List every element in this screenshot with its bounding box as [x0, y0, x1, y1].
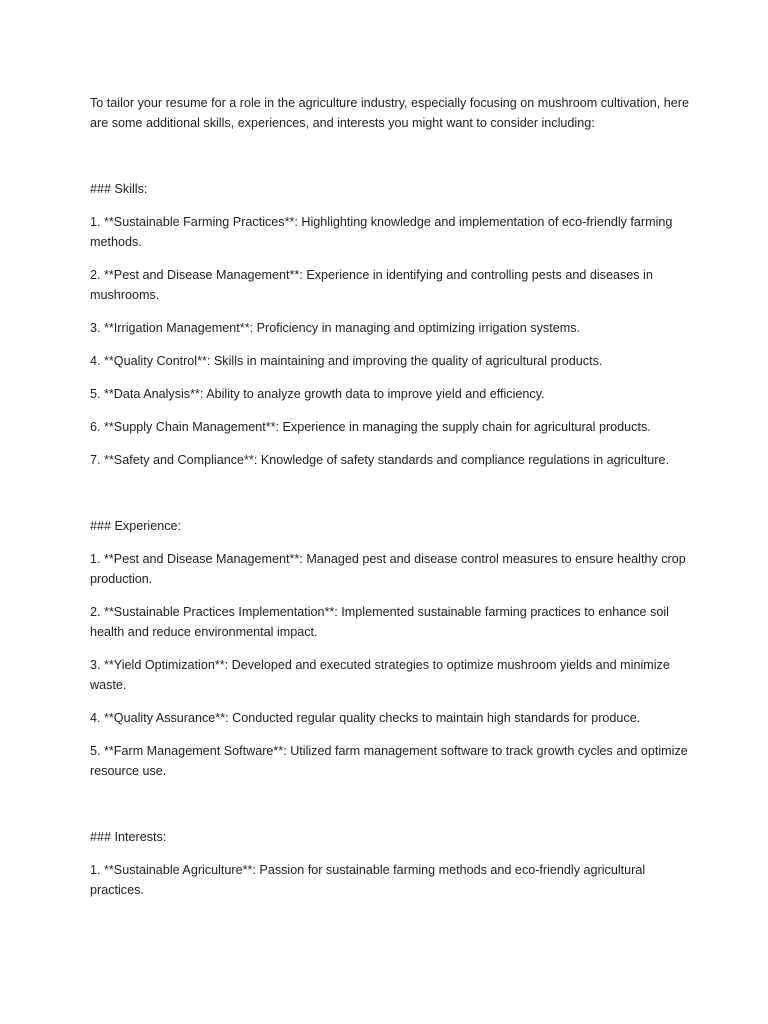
document-page [90, 93, 690, 946]
skills-item: 3. **Irrigation Management**: Proficiency in managing and optimizing irrigation systems. [90, 321, 580, 335]
skills-item: 7. **Safety and Compliance**: Knowledge of safety standards and compliance regulations in agriculture. [90, 453, 669, 467]
skills-item: 4. **Quality Control**: Skills in maintaining and improving the quality of agricultural products. [90, 354, 603, 368]
skills-item: 5. **Data Analysis**: Ability to analyze growth data to improve yield and efficiency. [90, 387, 545, 401]
experience-item: 5. **Farm Management Software**: Utilized farm management software to track growth cycles and optimize resource use. [90, 744, 688, 778]
skills-item: 2. **Pest and Disease Management**: Experience in identifying and controlling pests and diseases in mushrooms. [90, 268, 653, 302]
interests-section [90, 827, 690, 900]
experience-item: 4. **Quality Assurance**: Conducted regular quality checks to maintain high standards for produce. [90, 711, 641, 725]
experience-heading: ### Experience: [90, 519, 182, 533]
skills-item: 1. **Sustainable Farming Practices**: Highlighting knowledge and implementation of eco-friendly farming methods. [90, 215, 673, 249]
skills-heading: ### Skills: [90, 182, 148, 196]
experience-item: 1. **Pest and Disease Management**: Managed pest and disease control measures to ensure healthy crop production. [90, 552, 686, 586]
experience-section [90, 516, 690, 781]
interests-item: 1. **Sustainable Agriculture**: Passion for sustainable farming methods and eco-friendly agricultural practices. [90, 863, 646, 897]
experience-item: 2. **Sustainable Practices Implementation**: Implemented sustainable farming practices to enhance soil health and reduce environmental impact. [90, 605, 669, 639]
skills-item: 6. **Supply Chain Management**: Experience in managing the supply chain for agricultural products. [90, 420, 651, 434]
skills-section [90, 179, 690, 470]
interests-heading: ### Interests: [90, 830, 167, 844]
experience-item: 3. **Yield Optimization**: Developed and executed strategies to optimize mushroom yields and minimize waste. [90, 658, 670, 692]
intro-paragraph: To tailor your resume for a role in the agriculture industry, especially focusing on mushroom cultivation, here are some additional skills, experiences, and interests you might want to consider including: [90, 96, 689, 130]
